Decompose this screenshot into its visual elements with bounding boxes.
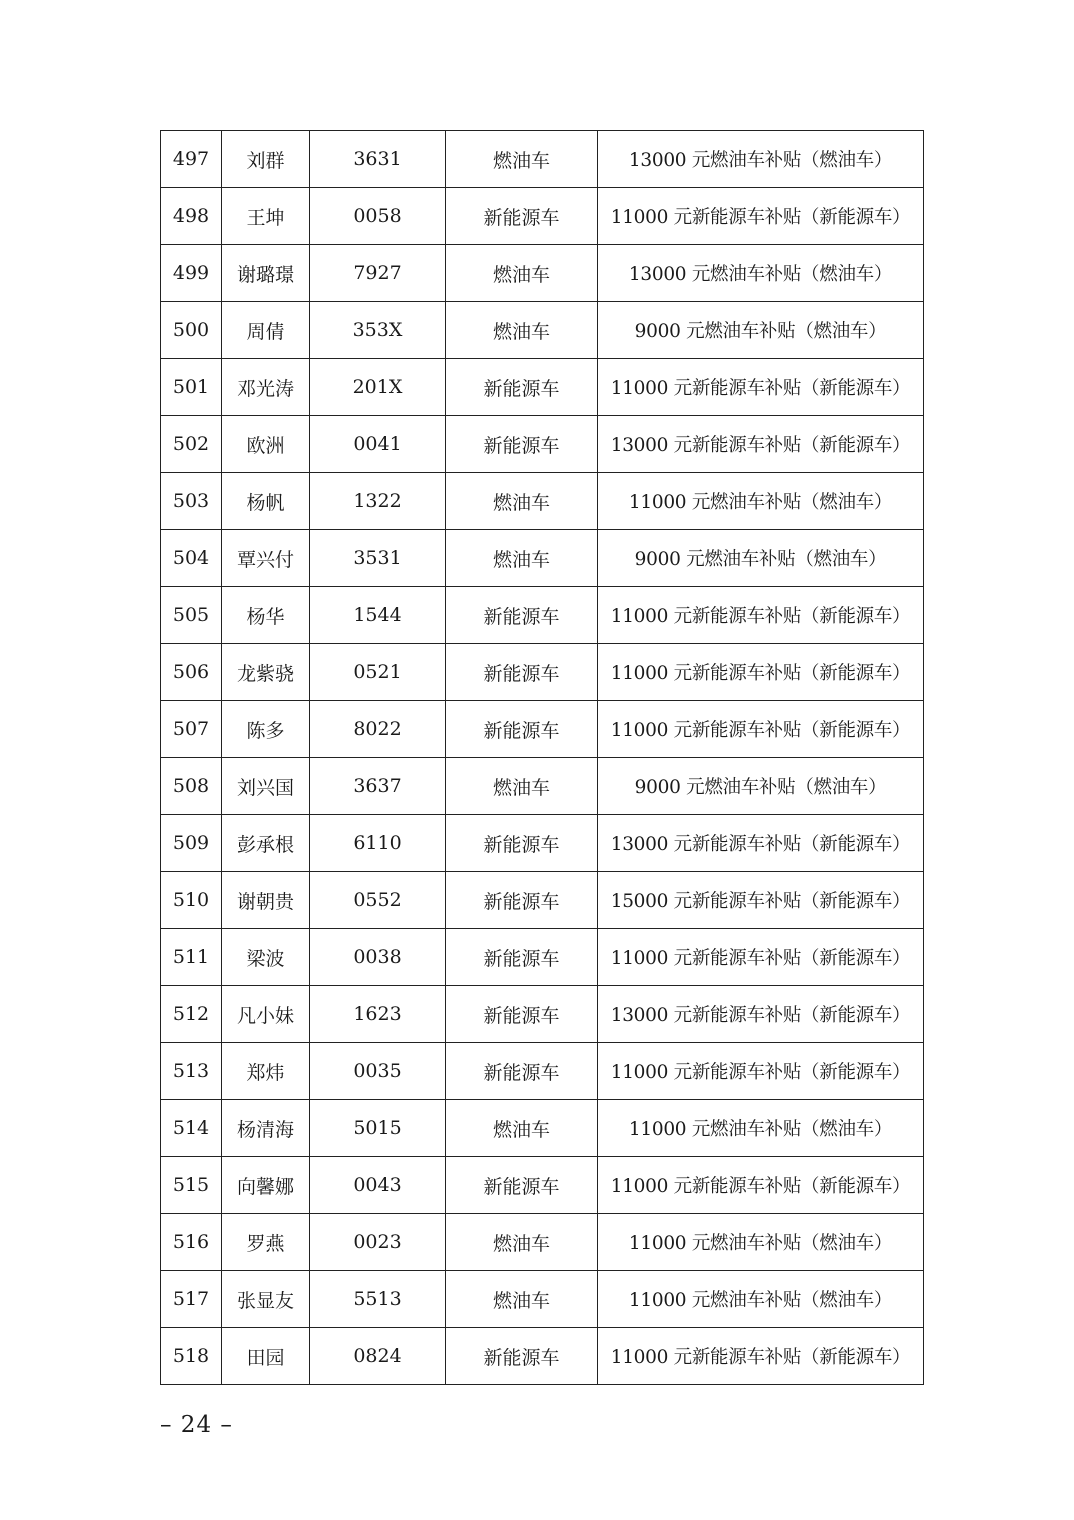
cell-id-suffix: 1322 xyxy=(310,473,446,530)
cell-vehicle-type: 新能源车 xyxy=(446,872,598,929)
cell-applicant-name: 刘兴国 xyxy=(222,758,310,815)
cell-applicant-name: 杨清海 xyxy=(222,1100,310,1157)
cell-serial-number: 505 xyxy=(161,587,222,644)
cell-id-suffix: 3637 xyxy=(310,758,446,815)
cell-serial-number: 499 xyxy=(161,245,222,302)
cell-applicant-name: 王坤 xyxy=(222,188,310,245)
cell-serial-number: 502 xyxy=(161,416,222,473)
cell-serial-number: 512 xyxy=(161,986,222,1043)
cell-subsidy: 11000 元新能源车补贴（新能源车） xyxy=(598,701,924,758)
cell-subsidy: 11000 元燃油车补贴（燃油车） xyxy=(598,1100,924,1157)
cell-id-suffix: 0521 xyxy=(310,644,446,701)
cell-subsidy: 9000 元燃油车补贴（燃油车） xyxy=(598,302,924,359)
cell-serial-number: 501 xyxy=(161,359,222,416)
cell-applicant-name: 刘群 xyxy=(222,131,310,188)
cell-applicant-name: 向馨娜 xyxy=(222,1157,310,1214)
cell-vehicle-type: 新能源车 xyxy=(446,701,598,758)
cell-id-suffix: 0043 xyxy=(310,1157,446,1214)
cell-id-suffix: 201X xyxy=(310,359,446,416)
cell-vehicle-type: 新能源车 xyxy=(446,359,598,416)
cell-serial-number: 517 xyxy=(161,1271,222,1328)
cell-serial-number: 510 xyxy=(161,872,222,929)
table-row xyxy=(161,872,924,929)
cell-serial-number: 500 xyxy=(161,302,222,359)
table-row xyxy=(161,758,924,815)
cell-subsidy: 11000 元燃油车补贴（燃油车） xyxy=(598,473,924,530)
cell-vehicle-type: 燃油车 xyxy=(446,1214,598,1271)
cell-serial-number: 515 xyxy=(161,1157,222,1214)
cell-applicant-name: 覃兴付 xyxy=(222,530,310,587)
cell-applicant-name: 罗燕 xyxy=(222,1214,310,1271)
cell-id-suffix: 0023 xyxy=(310,1214,446,1271)
cell-id-suffix: 7927 xyxy=(310,245,446,302)
cell-id-suffix: 6110 xyxy=(310,815,446,872)
table-row xyxy=(161,701,924,758)
table-row xyxy=(161,245,924,302)
table-row xyxy=(161,587,924,644)
table-row xyxy=(161,416,924,473)
cell-vehicle-type: 燃油车 xyxy=(446,1271,598,1328)
cell-vehicle-type: 新能源车 xyxy=(446,416,598,473)
cell-vehicle-type: 新能源车 xyxy=(446,1157,598,1214)
cell-applicant-name: 凡小妹 xyxy=(222,986,310,1043)
table-row xyxy=(161,359,924,416)
cell-applicant-name: 欧洲 xyxy=(222,416,310,473)
cell-vehicle-type: 燃油车 xyxy=(446,1100,598,1157)
cell-subsidy: 11000 元新能源车补贴（新能源车） xyxy=(598,1157,924,1214)
cell-id-suffix: 8022 xyxy=(310,701,446,758)
cell-subsidy: 9000 元燃油车补贴（燃油车） xyxy=(598,758,924,815)
cell-serial-number: 498 xyxy=(161,188,222,245)
cell-serial-number: 514 xyxy=(161,1100,222,1157)
table-row xyxy=(161,1157,924,1214)
cell-subsidy: 13000 元燃油车补贴（燃油车） xyxy=(598,131,924,188)
cell-vehicle-type: 燃油车 xyxy=(446,530,598,587)
table-row xyxy=(161,1043,924,1100)
cell-id-suffix: 3631 xyxy=(310,131,446,188)
cell-serial-number: 507 xyxy=(161,701,222,758)
table-row xyxy=(161,302,924,359)
cell-id-suffix: 1544 xyxy=(310,587,446,644)
cell-serial-number: 497 xyxy=(161,131,222,188)
cell-applicant-name: 邓光涛 xyxy=(222,359,310,416)
cell-subsidy: 11000 元新能源车补贴（新能源车） xyxy=(598,1328,924,1385)
cell-subsidy: 11000 元新能源车补贴（新能源车） xyxy=(598,359,924,416)
cell-subsidy: 13000 元新能源车补贴（新能源车） xyxy=(598,986,924,1043)
cell-applicant-name: 谢朝贵 xyxy=(222,872,310,929)
table-row xyxy=(161,929,924,986)
table-body xyxy=(161,131,924,1385)
cell-subsidy: 9000 元燃油车补贴（燃油车） xyxy=(598,530,924,587)
cell-serial-number: 518 xyxy=(161,1328,222,1385)
cell-applicant-name: 龙紫骁 xyxy=(222,644,310,701)
cell-id-suffix: 1623 xyxy=(310,986,446,1043)
cell-id-suffix: 0035 xyxy=(310,1043,446,1100)
cell-serial-number: 511 xyxy=(161,929,222,986)
cell-applicant-name: 谢璐璟 xyxy=(222,245,310,302)
cell-id-suffix: 0038 xyxy=(310,929,446,986)
cell-id-suffix: 5015 xyxy=(310,1100,446,1157)
cell-vehicle-type: 新能源车 xyxy=(446,644,598,701)
cell-vehicle-type: 新能源车 xyxy=(446,188,598,245)
cell-vehicle-type: 新能源车 xyxy=(446,815,598,872)
table-row xyxy=(161,986,924,1043)
cell-subsidy: 11000 元新能源车补贴（新能源车） xyxy=(598,1043,924,1100)
cell-serial-number: 508 xyxy=(161,758,222,815)
cell-id-suffix: 5513 xyxy=(310,1271,446,1328)
table-row xyxy=(161,1100,924,1157)
cell-applicant-name: 梁波 xyxy=(222,929,310,986)
cell-applicant-name: 郑炜 xyxy=(222,1043,310,1100)
cell-vehicle-type: 新能源车 xyxy=(446,1043,598,1100)
table-row xyxy=(161,1271,924,1328)
table-row xyxy=(161,473,924,530)
cell-serial-number: 504 xyxy=(161,530,222,587)
cell-applicant-name: 陈多 xyxy=(222,701,310,758)
table-row xyxy=(161,188,924,245)
table-row xyxy=(161,131,924,188)
cell-id-suffix: 0552 xyxy=(310,872,446,929)
cell-vehicle-type: 新能源车 xyxy=(446,587,598,644)
cell-applicant-name: 张显友 xyxy=(222,1271,310,1328)
cell-subsidy: 11000 元新能源车补贴（新能源车） xyxy=(598,188,924,245)
table-row xyxy=(161,1328,924,1385)
cell-serial-number: 503 xyxy=(161,473,222,530)
cell-applicant-name: 杨华 xyxy=(222,587,310,644)
page-number: – 24 – xyxy=(160,1412,233,1438)
table-row xyxy=(161,815,924,872)
cell-applicant-name: 彭承根 xyxy=(222,815,310,872)
cell-id-suffix: 3531 xyxy=(310,530,446,587)
cell-applicant-name: 杨帆 xyxy=(222,473,310,530)
cell-subsidy: 13000 元新能源车补贴（新能源车） xyxy=(598,416,924,473)
cell-serial-number: 509 xyxy=(161,815,222,872)
cell-subsidy: 11000 元新能源车补贴（新能源车） xyxy=(598,587,924,644)
table-row xyxy=(161,530,924,587)
subsidy-table xyxy=(160,130,924,1385)
cell-applicant-name: 田园 xyxy=(222,1328,310,1385)
cell-vehicle-type: 燃油车 xyxy=(446,245,598,302)
cell-id-suffix: 0058 xyxy=(310,188,446,245)
cell-subsidy: 11000 元燃油车补贴（燃油车） xyxy=(598,1271,924,1328)
cell-vehicle-type: 燃油车 xyxy=(446,758,598,815)
cell-vehicle-type: 燃油车 xyxy=(446,302,598,359)
cell-vehicle-type: 新能源车 xyxy=(446,929,598,986)
cell-subsidy: 11000 元燃油车补贴（燃油车） xyxy=(598,1214,924,1271)
cell-subsidy: 11000 元新能源车补贴（新能源车） xyxy=(598,929,924,986)
cell-serial-number: 513 xyxy=(161,1043,222,1100)
cell-id-suffix: 353X xyxy=(310,302,446,359)
cell-applicant-name: 周倩 xyxy=(222,302,310,359)
cell-subsidy: 15000 元新能源车补贴（新能源车） xyxy=(598,872,924,929)
cell-serial-number: 516 xyxy=(161,1214,222,1271)
table-row xyxy=(161,1214,924,1271)
cell-id-suffix: 0824 xyxy=(310,1328,446,1385)
cell-vehicle-type: 燃油车 xyxy=(446,473,598,530)
cell-subsidy: 11000 元新能源车补贴（新能源车） xyxy=(598,644,924,701)
table-row xyxy=(161,644,924,701)
cell-vehicle-type: 燃油车 xyxy=(446,131,598,188)
cell-subsidy: 13000 元新能源车补贴（新能源车） xyxy=(598,815,924,872)
cell-serial-number: 506 xyxy=(161,644,222,701)
cell-vehicle-type: 新能源车 xyxy=(446,986,598,1043)
cell-id-suffix: 0041 xyxy=(310,416,446,473)
cell-subsidy: 13000 元燃油车补贴（燃油车） xyxy=(598,245,924,302)
cell-vehicle-type: 新能源车 xyxy=(446,1328,598,1385)
